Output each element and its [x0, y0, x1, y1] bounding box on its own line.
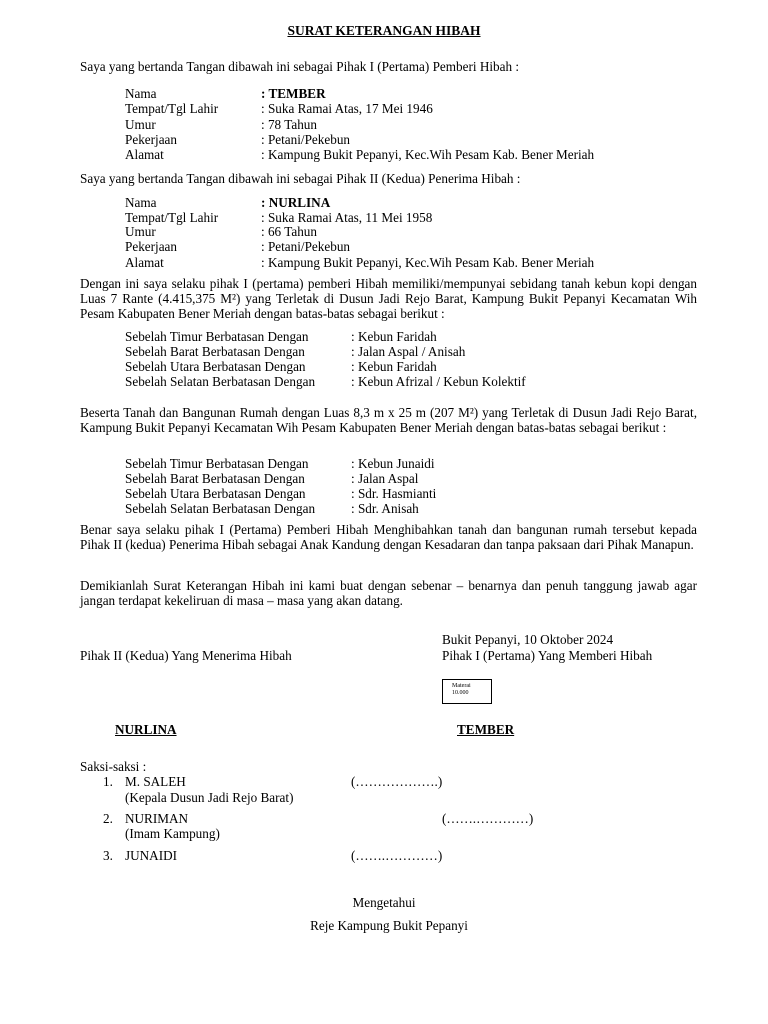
saksi-3-signature: (…….…………)	[351, 848, 443, 863]
batas-rumah-label-timur: Sebelah Timur Berbatasan Dengan	[125, 456, 309, 471]
pihak2-value-nama: : NURLINA	[261, 195, 331, 210]
intro-pihak-1: Saya yang bertanda Tangan dibawah ini sebagai Pihak I (Pertama) Pemberi Hibah :	[80, 59, 520, 74]
pihak2-value-alamat: : Kampung Bukit Pepanyi, Kec.Wih Pesam Kab. Bener Meriah	[261, 255, 595, 270]
pihak1-value-alamat: : Kampung Bukit Pepanyi, Kec.Wih Pesam Kab. Bener Meriah	[261, 147, 595, 162]
batas-tanah-value-timur: : Kebun Faridah	[351, 329, 437, 344]
batas-tanah-value-barat: : Jalan Aspal / Anisah	[351, 344, 466, 359]
paragraph-penutup: Demikianlah Surat Keterangan Hibah ini kami buat dengan sebenar – benarnya dan penuh tanggung jawab agar jangan terdapat kekeliruan di masa – masa yang akan datang.	[80, 578, 697, 608]
mengetahui-label: Mengetahui	[352, 895, 416, 910]
pihak1-value-pekerjaan: : Petani/Pekebun	[261, 132, 351, 147]
saksi-2-number: 2.	[103, 811, 113, 826]
batas-tanah-value-selatan: : Kebun Afrizal / Kebun Kolektif	[351, 374, 526, 389]
pihak2-label-pekerjaan: Pekerjaan	[125, 239, 177, 254]
place-date: Bukit Pepanyi, 10 Oktober 2024	[442, 632, 614, 647]
paragraph-rumah: Beserta Tanah dan Bangunan Rumah dengan Luas 8,3 m x 25 m (207 M²) yang Terletak di Dusun Jadi Rejo Barat, Kampung Bukit Pepanyi Kecamatan Wih Pesam Kabupaten Bener Meriah dengan batas-batas sebagai berikut :	[80, 405, 697, 435]
pihak2-value-ttl: : Suka Ramai Atas, 11 Mei 1958	[261, 210, 433, 225]
pihak1-label-ttl: Tempat/Tgl Lahir	[125, 101, 219, 116]
pihak1-label-umur: Umur	[125, 117, 156, 132]
sign-right-name: TEMBER	[457, 722, 515, 737]
pihak1-value-nama: : TEMBER	[261, 86, 326, 101]
pihak1-label-alamat: Alamat	[125, 147, 164, 162]
saksi-2-role: (Imam Kampung)	[125, 826, 220, 841]
saksi-1-name: M. SALEH	[125, 774, 186, 789]
sign-left-label: Pihak II (Kedua) Yang Menerima Hibah	[80, 648, 292, 663]
stamp-line-2: 10.000	[452, 690, 469, 696]
pihak1-value-ttl: : Suka Ramai Atas, 17 Mei 1946	[261, 101, 433, 116]
batas-rumah-label-barat: Sebelah Barat Berbatasan Dengan	[125, 471, 305, 486]
sign-left-name: NURLINA	[115, 722, 177, 737]
sign-right-label: Pihak I (Pertama) Yang Memberi Hibah	[442, 648, 653, 663]
pihak1-value-umur: : 78 Tahun	[261, 117, 317, 132]
saksi-3-number: 3.	[103, 848, 113, 863]
batas-rumah-value-utara: : Sdr. Hasmianti	[351, 486, 437, 501]
reje-kampung-label: Reje Kampung Bukit Pepanyi	[310, 918, 468, 933]
batas-rumah-label-selatan: Sebelah Selatan Berbatasan Dengan	[125, 501, 316, 516]
saksi-1-signature: (……………….)	[351, 774, 443, 789]
batas-rumah-value-barat: : Jalan Aspal	[351, 471, 419, 486]
batas-tanah-label-selatan: Sebelah Selatan Berbatasan Dengan	[125, 374, 316, 389]
pihak2-label-ttl: Tempat/Tgl Lahir	[125, 210, 219, 225]
pihak2-value-pekerjaan: : Petani/Pekebun	[261, 239, 351, 254]
pihak2-label-umur: Umur	[125, 224, 156, 239]
pihak1-label-nama: Nama	[125, 86, 157, 101]
saksi-3-name: JUNAIDI	[125, 848, 178, 863]
document-title: SURAT KETERANGAN HIBAH	[287, 23, 481, 38]
materai-stamp	[442, 679, 492, 704]
saksi-1-number: 1.	[103, 774, 113, 789]
saksi-2-name: NURIMAN	[125, 811, 189, 826]
pihak2-label-nama: Nama	[125, 195, 157, 210]
paragraph-tanah: Dengan ini saya selaku pihak I (pertama) pemberi Hibah memiliki/mempunyai sebidang tanah kebun kopi dengan Luas 7 Rante (4.415,375 M²) yang Terletak di Dusun Jadi Rejo Barat, Kampung Bukit Pepanyi Kecamatan Wih Pesam Kabupaten Bener Meriah dengan batas-batas sebagai berikut :	[80, 276, 697, 321]
paragraph-pernyataan: Benar saya selaku pihak I (Pertama) Pemberi Hibah Menghibahkan tanah dan bangunan rumah tersebut kepada Pihak II (kedua) Penerima Hibah sebagai Anak Kandung dengan Kesadaran dan tanpa paksaan dari Pihak Manapun.	[80, 522, 697, 552]
batas-rumah-label-utara: Sebelah Utara Berbatasan Dengan	[125, 486, 306, 501]
pihak1-label-pekerjaan: Pekerjaan	[125, 132, 177, 147]
saksi-1-role: (Kepala Dusun Jadi Rejo Barat)	[125, 790, 294, 805]
batas-tanah-value-utara: : Kebun Faridah	[351, 359, 437, 374]
saksi-heading: Saksi-saksi :	[80, 759, 147, 774]
batas-rumah-value-timur: : Kebun Junaidi	[351, 456, 435, 471]
pihak2-label-alamat: Alamat	[125, 255, 164, 270]
pihak2-value-umur: : 66 Tahun	[261, 224, 317, 239]
stamp-line-1: Materai	[452, 683, 471, 689]
saksi-2-signature: (…….…………)	[442, 811, 534, 826]
batas-tanah-label-timur: Sebelah Timur Berbatasan Dengan	[125, 329, 309, 344]
batas-tanah-label-utara: Sebelah Utara Berbatasan Dengan	[125, 359, 306, 374]
batas-tanah-label-barat: Sebelah Barat Berbatasan Dengan	[125, 344, 305, 359]
batas-rumah-value-selatan: : Sdr. Anisah	[351, 501, 419, 516]
intro-pihak-2: Saya yang bertanda Tangan dibawah ini sebagai Pihak II (Kedua) Penerima Hibah :	[80, 171, 521, 186]
